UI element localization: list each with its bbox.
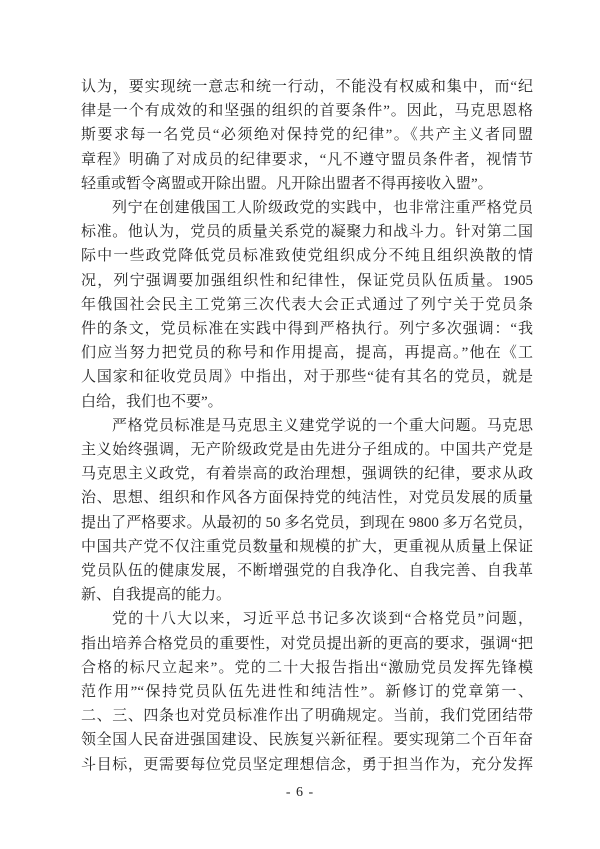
text-line: 们应当努力把党员的称号和作用提高，提高，再提高。”他在《工 xyxy=(81,345,533,362)
text-line: 范作用”“保持党员队伍先进性和纯洁性”。新修订的党章第一、 xyxy=(81,684,533,701)
text-line: 轻重或暂令离盟或开除出盟。凡开除出盟者不得再接收入盟”。 xyxy=(81,175,493,192)
text-line: 人国家和征收党员周》中指出，对于那些“徒有其名的党员，就是 xyxy=(81,369,533,386)
text-line: 严格党员标准是马克思主义建党学说的一个重大问题。马克思 xyxy=(112,417,533,434)
text-line: 斯要求每一名党员“必须绝对保持党的纪律”。《共产主义者同盟 xyxy=(81,127,533,144)
text-line: 新、自我提高的能力。 xyxy=(81,587,232,604)
text-line: 列宁在创建俄国工人阶级政党的实践中，也非常注重严格党员 xyxy=(112,200,533,217)
text-line: 领全国人民奋进强国建设、民族复兴新征程。要实现第二个百年奋 xyxy=(81,732,533,749)
text-line: 党的十八大以来，习近平总书记多次谈到“合格党员”问题， xyxy=(112,611,533,628)
text-line: 认为，要实现统一意志和统一行动，不能没有权威和集中，而“纪 xyxy=(81,79,533,95)
text-line: 斗目标，更需要每位党员坚定理想信念，勇于担当作为，充分发挥 xyxy=(81,756,533,773)
page-number: - 6 - xyxy=(285,785,315,800)
text-line: 年俄国社会民主工党第三次代表大会正式通过了列宁关于党员条 xyxy=(81,296,533,313)
text-line: 标准。他认为，党员的质量关系党的凝聚力和战斗力。针对第二国 xyxy=(81,224,533,241)
text-line: 中国共产党不仅注重党员数量和规模的扩大，更重视从质量上保证 xyxy=(81,538,533,555)
text-line: 律是一个有成效的和坚强的组织的首要条件”。因此，马克思恩格 xyxy=(81,103,533,120)
text-line: 马克思主义政党，有着崇高的政治理想，强调铁的纪律，要求从政 xyxy=(81,466,533,483)
text-line: 际中一些政党降低党员标准致使党组织成分不纯且组织涣散的情 xyxy=(81,248,533,265)
text-line: 指出培养合格党员的重要性，对党员提出新的更高的要求，强调“把 xyxy=(81,635,533,652)
text-line: 件的条文，党员标准在实践中得到严格执行。列宁多次强调：“我 xyxy=(81,321,533,338)
text-line: 章程》明确了对成员的纪律要求，“凡不遵守盟员条件者，视情节 xyxy=(81,151,533,168)
text-line: 主义始终强调，无产阶级政党是由先进分子组成的。中国共产党是 xyxy=(81,442,533,459)
body-text xyxy=(81,75,533,777)
text-line: 白给，我们也不要”。 xyxy=(81,393,223,410)
text-line: 党员队伍的健康发展，不断增强党的自我净化、自我完善、自我革 xyxy=(81,563,533,580)
text-line: 提出了严格要求。从最初的 50 多名党员，到现在 9800 多万名党员， xyxy=(81,514,533,531)
text-line: 二、三、四条也对党员标准作出了明确规定。当前，我们党团结带 xyxy=(81,708,533,725)
text-line: 合格的标尺立起来”。党的二十大报告指出“激励党员发挥先锋模 xyxy=(81,659,533,676)
text-line: 况，列宁强调要加强组织性和纪律性，保证党员队伍质量。1905 xyxy=(81,272,533,289)
text-line: 治、思想、组织和作风各方面保持党的纯洁性，对党员发展的质量 xyxy=(81,490,533,507)
